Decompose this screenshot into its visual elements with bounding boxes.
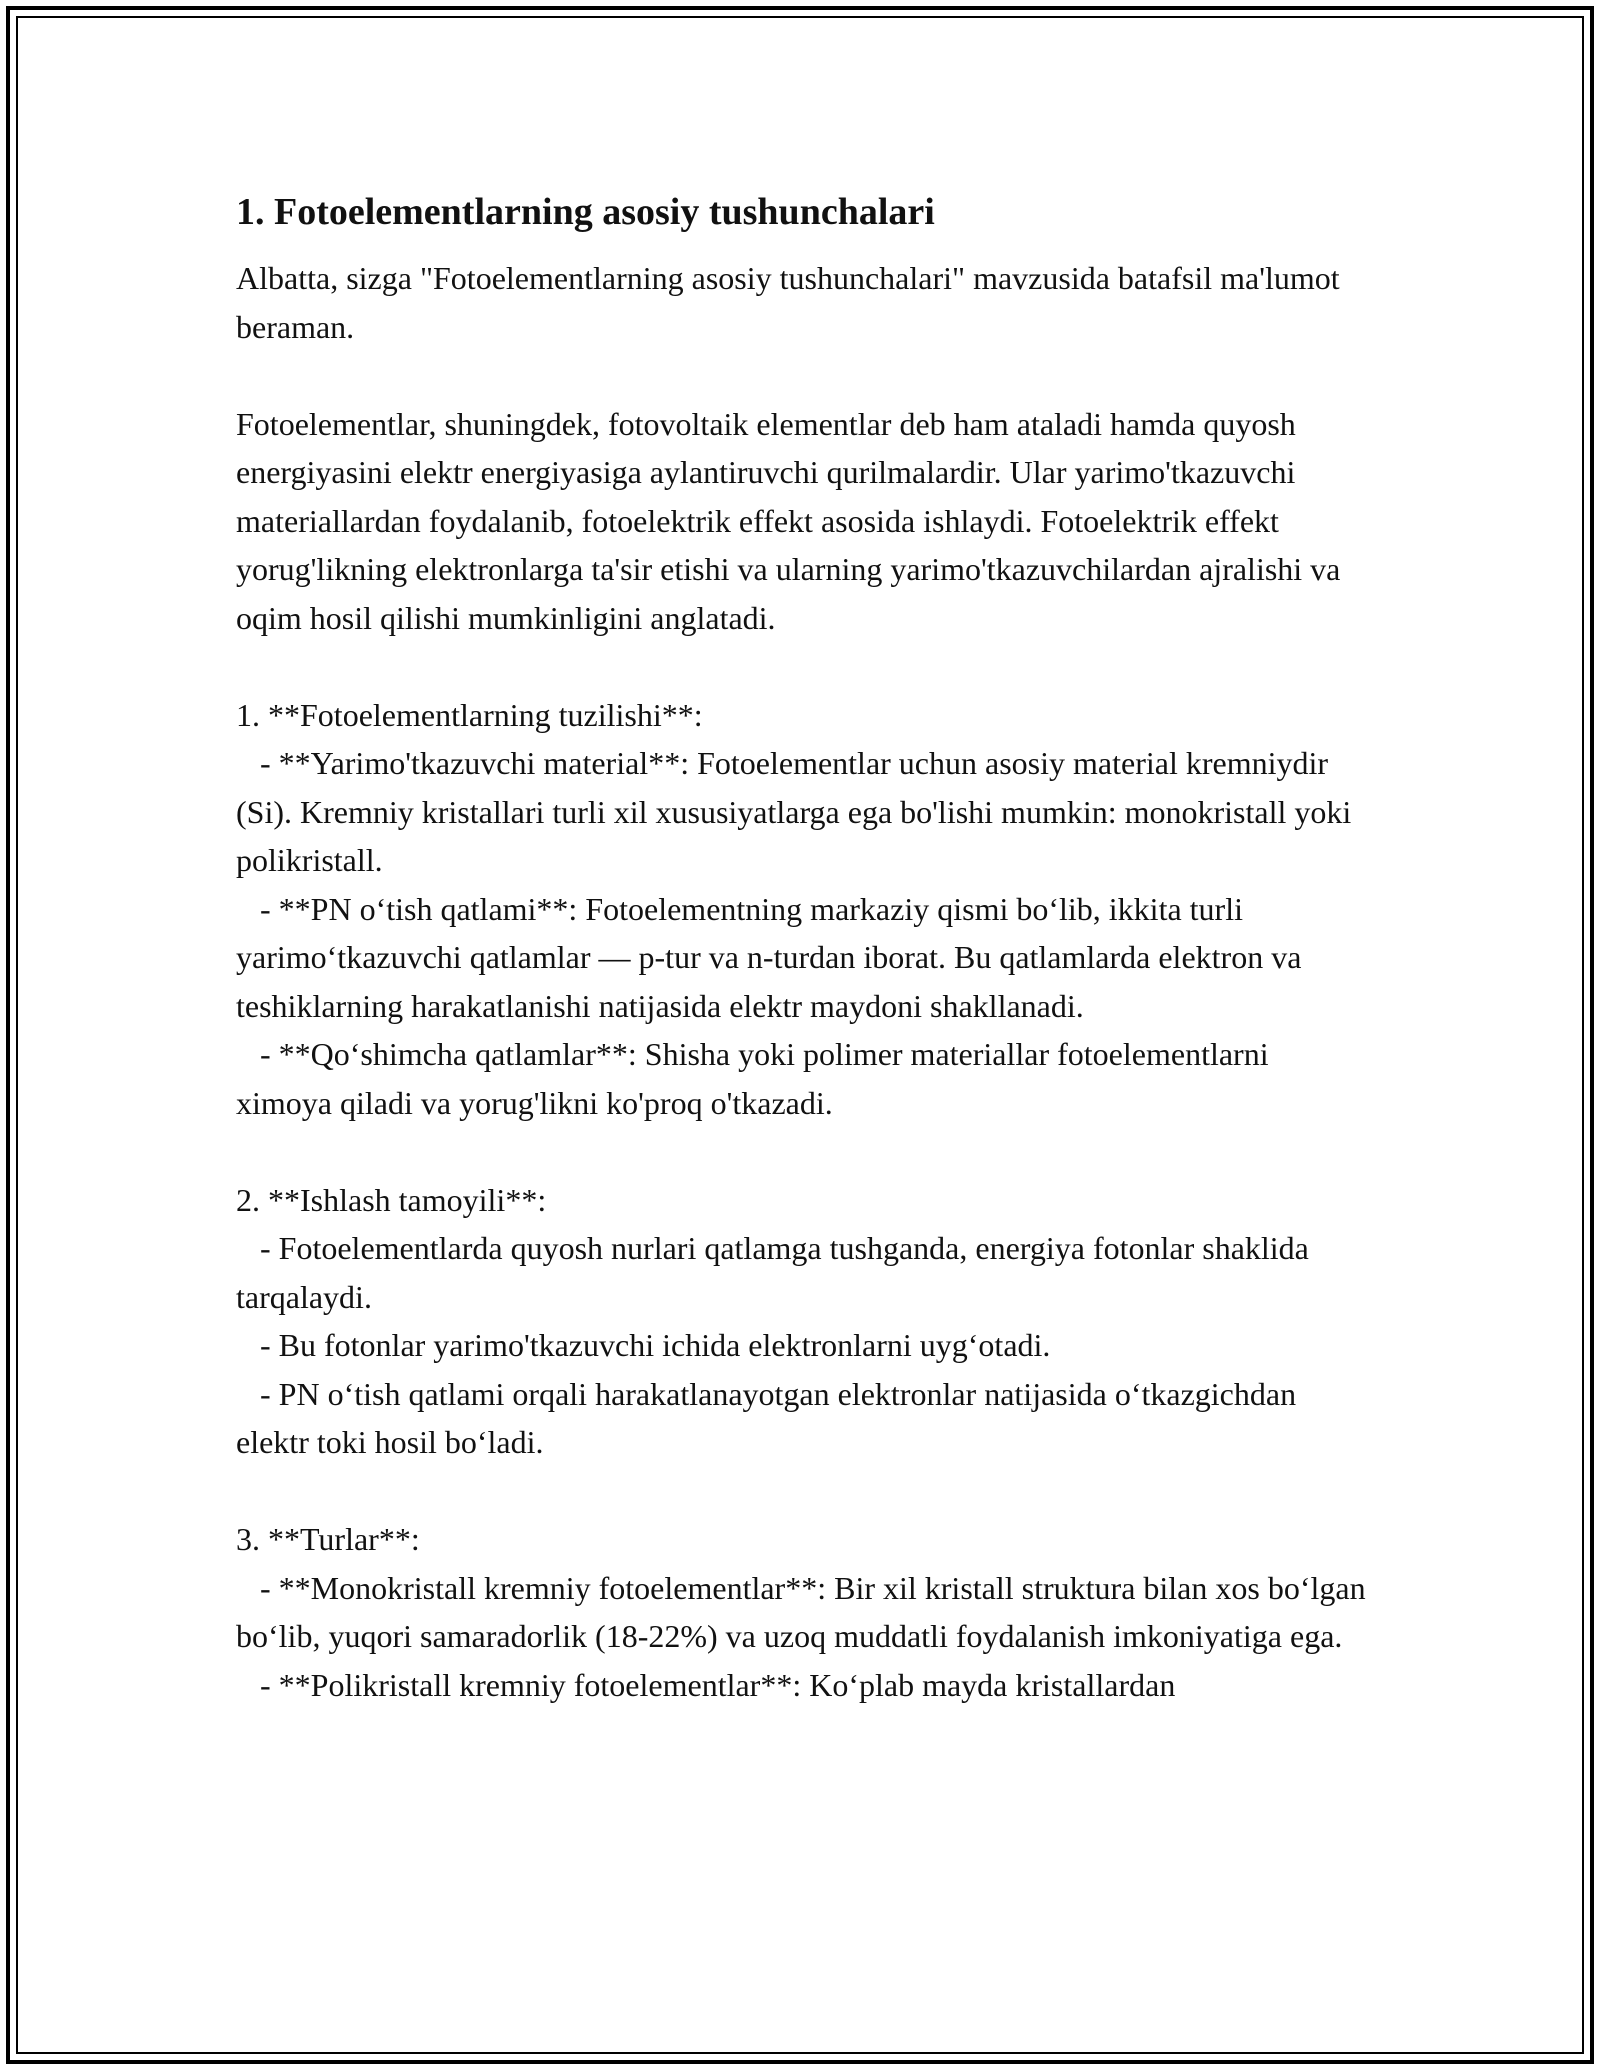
- section-structure: 1. **Fotoelementlarning tuzilishi**: - **Yarimo'tkazuvchi material**: Fotoelementlar uchun asosiy material kremniydir (Si). Kremniy kristallari turli xil xususiyatlarga ega bo'lishi mumkin: monokristall yoki polikristall. - **PN oʻtish qatlami**: Fotoelementning markaziy qismi boʻlib, ikkita turli yarimoʻtkazuvchi qatlamlar — p-tur va n-turdan iborat. Bu qatlamlarda elektron va teshiklarning harakatlanishi natijasida elektr maydoni shakllanadi. - **Qoʻshimcha qatlamlar**: Shisha yoki polimer materiallar fotoelementlarni ximoya qiladi va yorug'likni ko'proq o'tkazadi.: [236, 696, 1352, 1121]
- section-working-principle: 2. **Ishlash tamoyili**: - Fotoelementlarda quyosh nurlari qatlamga tushganda, energiya fotonlar shaklida tarqalaydi. - Bu fotonlar yarimo'tkazuvchi ichida elektronlarni uygʻotadi. - PN oʻtish qatlami orqali harakatlanayotgan elektronlar natijasida oʻtkazgichdan elektr toki hosil boʻladi.: [236, 1181, 1309, 1460]
- definition-paragraph: Fotoelementlar, shuningdek, fotovoltaik elementlar deb ham ataladi hamda quyosh energiyasini elektr energiyasiga aylantiruvchi qurilmalardir. Ular yarimo'tkazuvchi materiallardan foydalanib, fotoelektrik effekt asosida ishlaydi. Fotoelektrik effekt yorug'likning elektronlarga ta'sir etishi va ularning yarimo'tkazuvchilardan ajralishi va oqim hosil qilishi mumkinligini anglatadi.: [236, 405, 1349, 636]
- document-body: [236, 186, 1366, 1709]
- intro-paragraph: Albatta, sizga "Fotoelementlarning asosiy tushunchalari" mavzusida batafsil ma'lumot beraman.: [236, 260, 1348, 345]
- document-title: 1. Fotoelementlarning asosiy tushunchalari: [236, 191, 935, 233]
- section-types: 3. **Turlar**: - **Monokristall kremniy fotoelementlar**: Bir xil kristall struktura bilan xos boʻlgan boʻlib, yuqori samaradorlik (18-22%) va uzoq muddatli foydalanish imkoniyatiga ega. - **Polikristall kremniy fotoelementlar**: Koʻplab mayda kristallardan: [236, 1521, 1366, 1703]
- paragraph-gap: [236, 642, 1366, 691]
- paragraph-gap: [236, 1467, 1366, 1516]
- paragraph-gap: [236, 1127, 1366, 1176]
- paragraph-gap: [236, 351, 1366, 400]
